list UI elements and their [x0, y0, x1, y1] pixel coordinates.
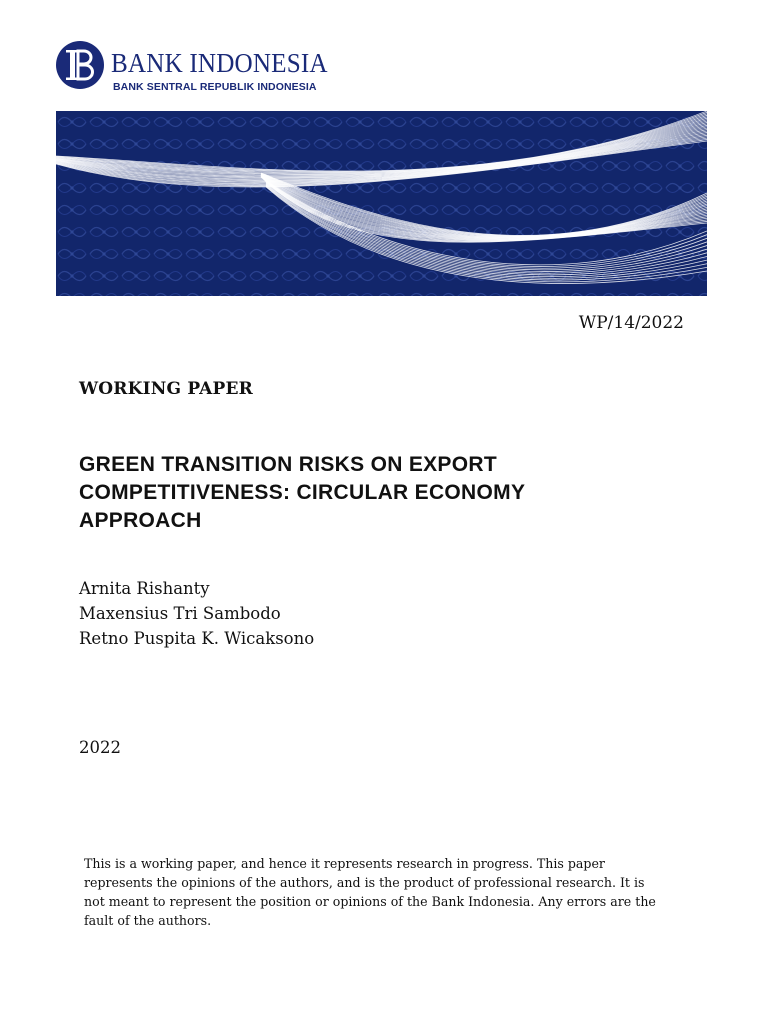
brand-name: BANK INDONESIA — [111, 48, 328, 78]
disclaimer-line: fault of the authors. — [84, 913, 212, 928]
document-type-label: WORKING PAPER — [79, 379, 253, 399]
working-paper-number: WP/14/2022 — [578, 313, 684, 333]
bank-indonesia-emblem-icon — [55, 40, 105, 90]
brand-subtitle: BANK SENTRAL REPUBLIK INDONESIA — [113, 81, 317, 93]
author-list — [79, 576, 314, 651]
cover-banner — [56, 111, 707, 296]
author-name: Maxensius Tri Sambodo — [79, 604, 281, 623]
disclaimer-line: This is a working paper, and hence it represents research in progress. This paper — [84, 856, 605, 871]
author-name: Arnita Rishanty — [79, 579, 210, 598]
author-name: Retno Puspita K. Wicaksono — [79, 629, 315, 648]
paper-title-line: GREEN TRANSITION RISKS ON EXPORT — [79, 453, 497, 476]
disclaimer-text — [84, 854, 689, 930]
banner-wave-graphic — [56, 111, 707, 296]
publication-year: 2022 — [79, 738, 121, 757]
disclaimer-line: not meant to represent the position or opinions of the Bank Indonesia. Any errors are the — [84, 894, 656, 909]
paper-title-line: APPROACH — [79, 509, 202, 532]
bank-indonesia-logo — [55, 40, 335, 100]
disclaimer-line: represents the opinions of the authors, and is the product of professional research. It is — [84, 875, 645, 890]
paper-title — [79, 451, 639, 535]
paper-title-line: COMPETITIVENESS: CIRCULAR ECONOMY — [79, 481, 526, 504]
